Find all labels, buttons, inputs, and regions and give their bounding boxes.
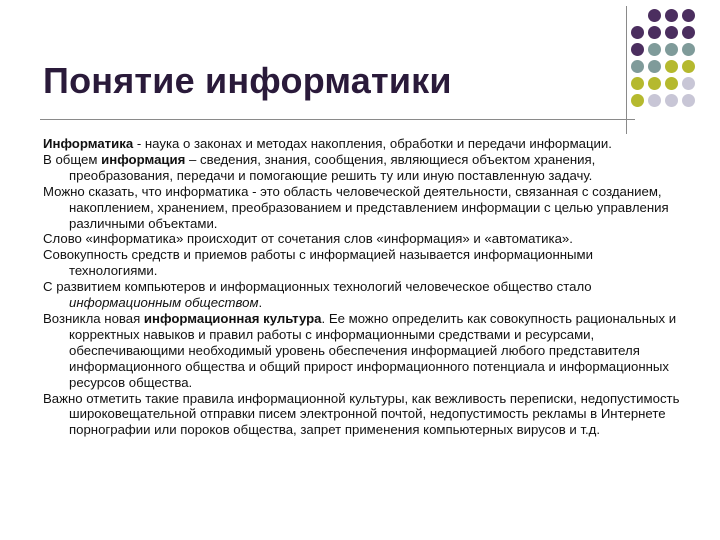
decorative-dot <box>631 77 644 90</box>
text-span: . <box>258 295 263 311</box>
paragraph <box>43 231 683 247</box>
decorative-dot <box>665 60 678 73</box>
decorative-dot <box>682 9 695 22</box>
text-span: - наука о законах и методах накопления, обработки и передачи информации. <box>133 136 612 151</box>
body-text <box>43 136 683 438</box>
decorative-dot <box>631 43 644 56</box>
decorative-dot <box>648 60 661 73</box>
paragraph <box>43 136 683 152</box>
paragraph <box>43 152 683 184</box>
decorative-dot <box>631 60 644 73</box>
text-span: Можно сказать, что информатика - это область человеческой деятельности, связанная с созданием, накоплением, хранением, преобразованием и представлением информации с целью управления различными объектами. <box>43 183 669 231</box>
decorative-dot <box>682 43 695 56</box>
italic-term: информационным обществом <box>69 295 259 311</box>
decorative-dot <box>665 94 678 107</box>
paragraph <box>43 391 683 439</box>
text-span: . Ее можно определить как совокупность рациональных и корректных навыков и правил работы с информационными средствами и ресурсами, обеспечивающими необходимый уровень обеспечения информацией любого представителя информационного общества и общий прирост информационного потенциала и информационных ресурсов общества. <box>69 310 677 390</box>
paragraph <box>43 184 683 232</box>
decorative-dot <box>648 43 661 56</box>
decorative-dot <box>665 43 678 56</box>
decorative-dot-grid <box>631 9 719 109</box>
slide-title: Понятие информатики <box>43 60 452 101</box>
paragraph <box>43 247 683 279</box>
vertical-divider <box>626 6 627 134</box>
bold-term: информационная культура <box>143 310 322 326</box>
decorative-dot <box>648 77 661 90</box>
text-span: В общем <box>43 151 102 167</box>
decorative-dot <box>682 26 695 39</box>
decorative-dot <box>682 94 695 107</box>
bold-term: информация <box>101 151 186 167</box>
text-span: Совокупность средств и приемов работы с информацией называется информационными технологиями. <box>43 247 593 279</box>
decorative-dot <box>665 26 678 39</box>
paragraph <box>43 311 683 391</box>
decorative-dot <box>648 26 661 39</box>
decorative-dot <box>682 60 695 73</box>
text-span: Важно отметить такие правила информационной культуры, как вежливость переписки, недопустимость широковещательной отправки писем электронной почтой, недопустимость рекламы в Интернете порнографии или пороков общества, запрет применения компьютерных вирусов и т.д. <box>43 390 680 438</box>
decorative-dot <box>682 77 695 90</box>
decorative-dot <box>631 94 644 107</box>
text-span: – сведения, знания, сообщения, являющиеся объектом хранения, преобразования, передачи и помогающие решить ту или иную поставленную задачу. <box>69 151 596 183</box>
decorative-dot <box>665 9 678 22</box>
decorative-dot <box>648 94 661 107</box>
text-span: Слово «информатика» происходит от сочетания слов «информация» и «автоматика». <box>43 231 573 247</box>
text-span: С развитием компьютеров и информационных технологий человеческое общество стало <box>43 279 592 295</box>
decorative-dot <box>648 9 661 22</box>
text-span: Возникла новая <box>43 310 144 326</box>
decorative-dot <box>631 26 644 39</box>
decorative-dot <box>665 77 678 90</box>
bold-term: Информатика <box>43 136 134 151</box>
title-underline <box>40 119 635 120</box>
paragraph <box>43 279 683 311</box>
